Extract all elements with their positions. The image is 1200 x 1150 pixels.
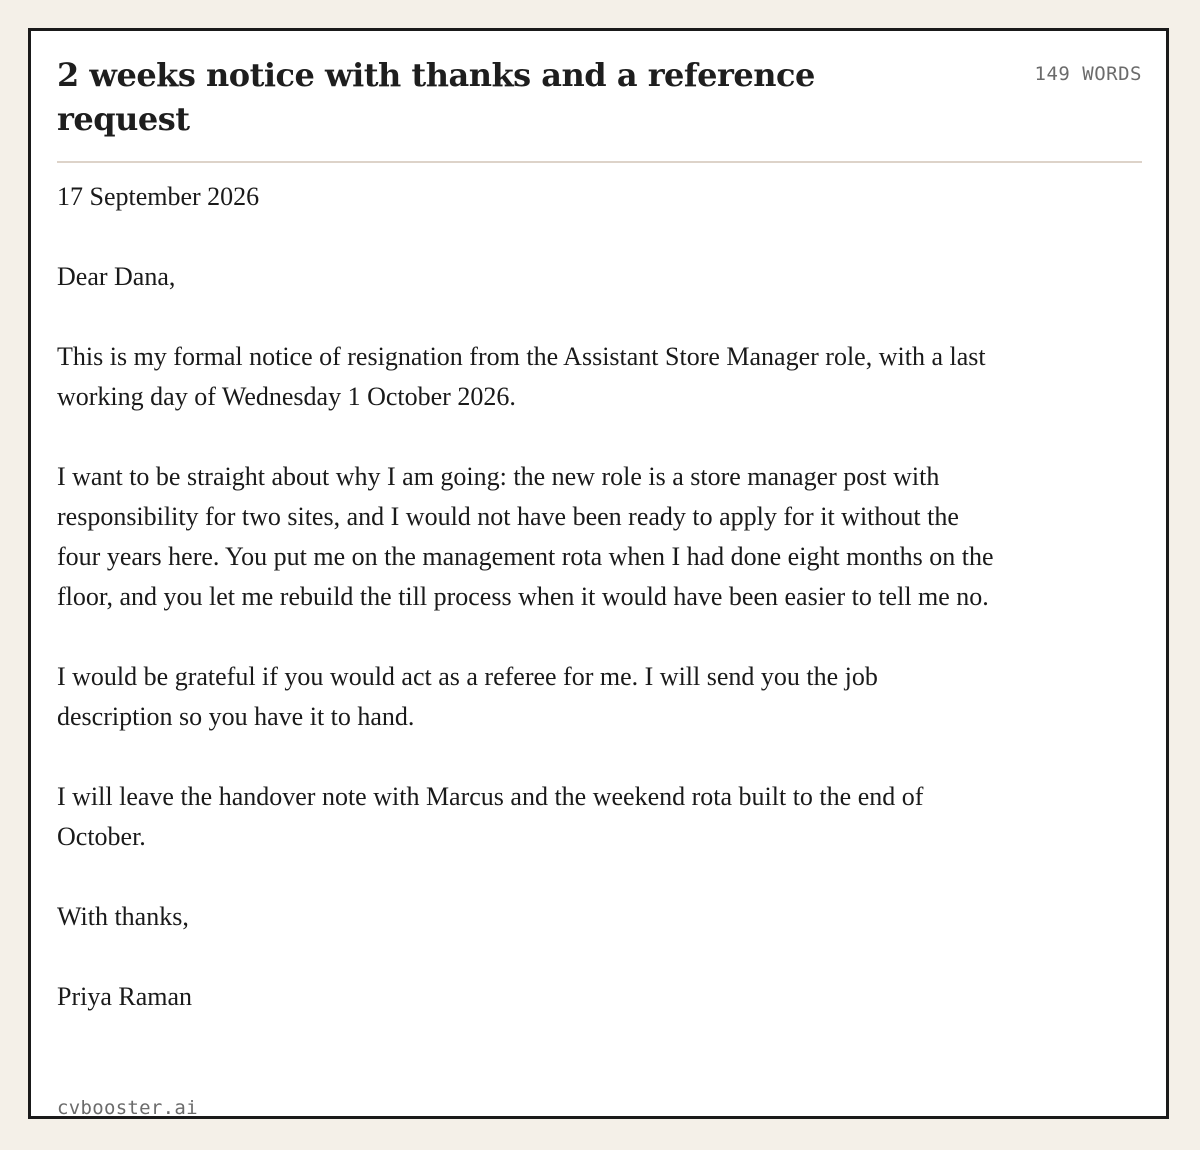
- letter-header: [57, 53, 1142, 163]
- letter-paragraph: I want to be straight about why I am going: the new role is a store manager post with responsibility for two sites, and I would not have been ready to apply for it without the four years here. You put me on the management rota when I had done eight months on the floor, and you let me rebuild the till process when it would have been easier to tell me no.: [57, 462, 994, 611]
- letter-signature: Priya Raman: [57, 982, 193, 1011]
- word-count-badge: 149 WORDS: [1034, 63, 1142, 85]
- footer-brand: cvbooster.ai: [57, 1097, 198, 1119]
- letter-title: 2 weeks notice with thanks and a reference request: [57, 56, 815, 138]
- letter-body: [57, 177, 997, 1017]
- letter-paragraph: This is my formal notice of resignation from the Assistant Store Manager role, with a last working day of Wednesday 1 October 2026.: [57, 342, 986, 411]
- letter-salutation: Dear Dana,: [57, 262, 176, 291]
- letter-closing: With thanks,: [57, 902, 189, 931]
- letter-date: 17 September 2026: [57, 182, 260, 211]
- letter-card: [28, 28, 1169, 1119]
- letter-paragraph: I would be grateful if you would act as a referee for me. I will send you the job description so you have it to hand.: [57, 662, 878, 731]
- letter-paragraph: I will leave the handover note with Marcus and the weekend rota built to the end of October.: [57, 782, 924, 851]
